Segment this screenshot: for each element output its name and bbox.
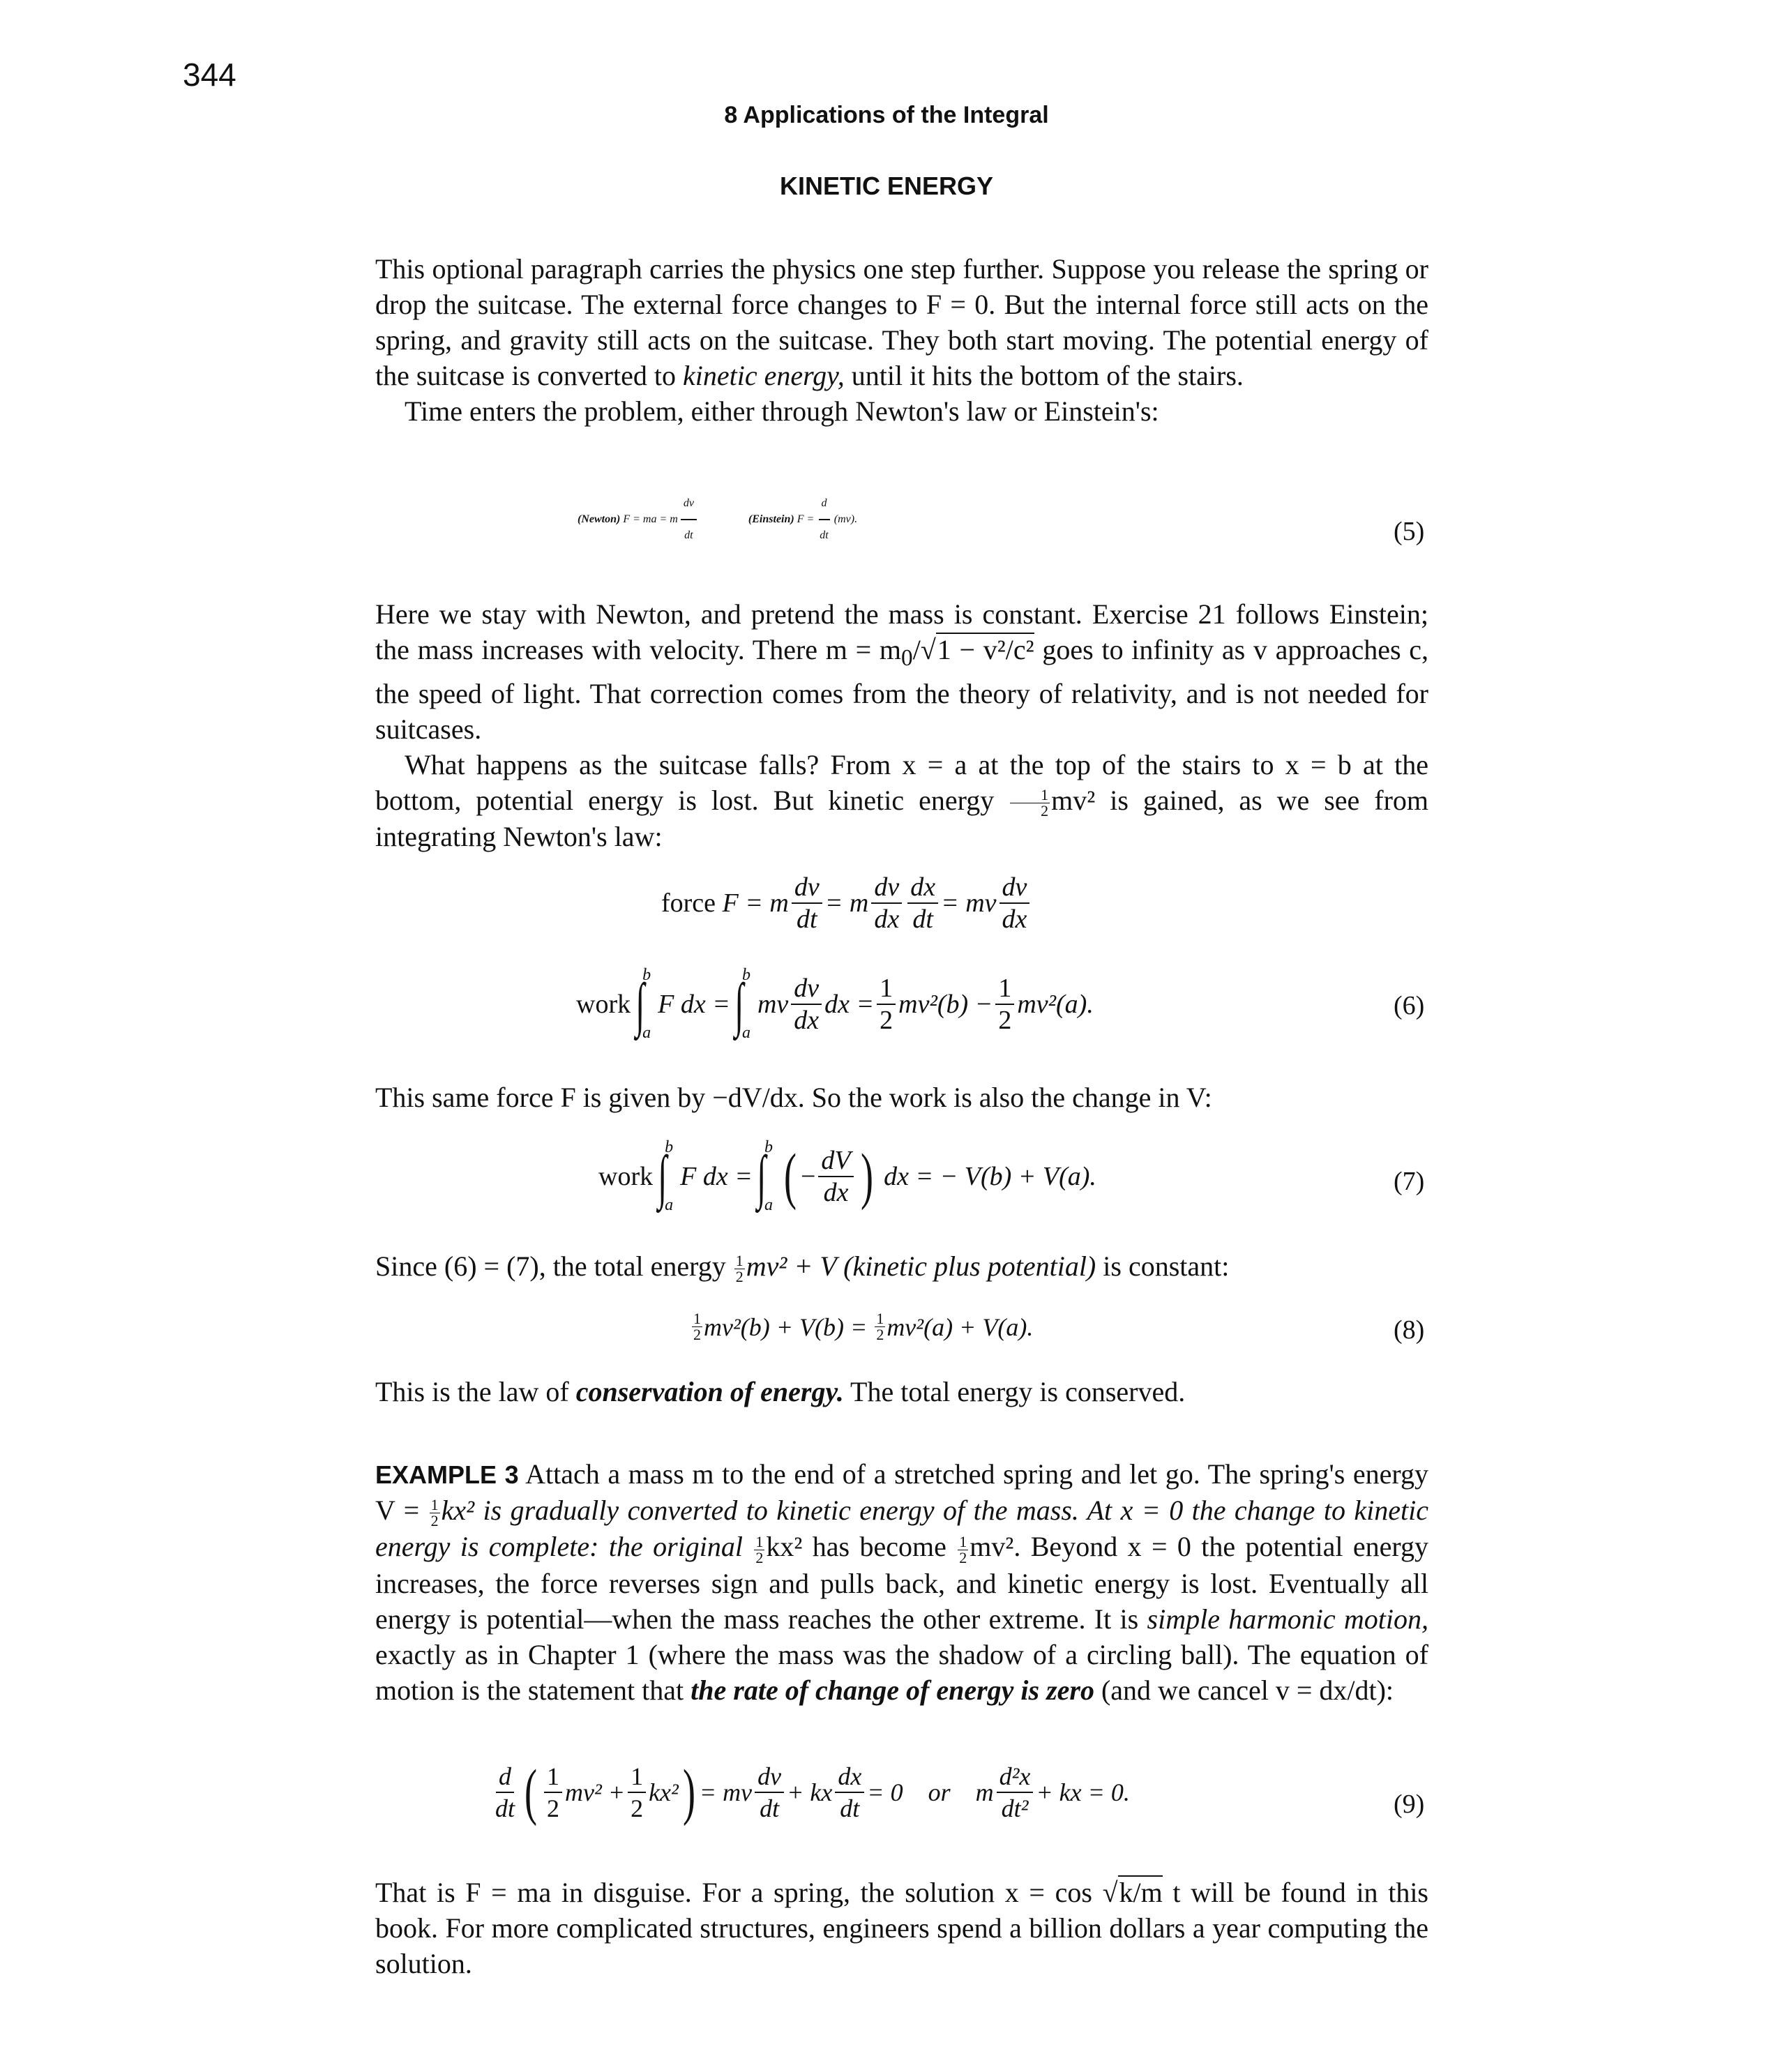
- relativity-paragraph: Here we stay with Newton, and pretend the mass is constant. Exercise 21 follows Einstein; the mass increases with velocity. There $m = m_0/√1 - v^2/c^2$ goes to infinity as v approaches c, the speed of light. That correction comes from the theory of relativity, and is not needed for suitcases. What happens as the suitcase falls? From x = a at the top of the stairs to x = b at the bottom, potential energy is lost. But kinetic energy $\frac{1}{2}$ mv² is gained, as we see from integrating Newton's law:: [375, 596, 1428, 854]
- kinetic-energy-term: kinetic energy,: [682, 360, 845, 391]
- integral-sign: ∫: [635, 971, 644, 1038]
- time-paragraph: Time enters the problem, either through Newton's law or Einstein's:: [405, 395, 1159, 427]
- conservation-paragraph: This is the law of conservation of energy. The total energy is conserved.: [375, 1376, 1186, 1407]
- page-number: 344: [183, 56, 236, 93]
- running-header: 8 Applications of the Integral: [724, 102, 1049, 128]
- equation-8: 1 2 mv²(b) + V(b) = $\frac{1}{2}$ mv²(a) + V(a).: [693, 1310, 1034, 1343]
- equation-5: (Newton) F = ma = m $\frac{dv}{dt}$ (Einstein) F = $\frac{d}{dt}$ (mv).: [578, 488, 857, 551]
- equation-7-number: (7): [1394, 1167, 1425, 1196]
- total-energy-paragraph: Since (6) = (7), the total energy $\frac{1}{2}$ mv² + V (kinetic plus potential) is constant:: [375, 1250, 1230, 1286]
- example-label: EXAMPLE 3: [375, 1460, 519, 1489]
- same-force-paragraph: This same force F is given by −dV/dx. So the work is also the change in V:: [375, 1082, 1212, 1113]
- section-title: KINETIC ENERGY: [779, 172, 994, 200]
- equation-6-number: (6): [1394, 991, 1425, 1020]
- closing-paragraph: That is F = ma in disguise. For a spring, the solution x = cos √k/m t will be found in this book. For more complicated structures, engineers spend a billion dollars a year computing the solution.: [375, 1877, 1428, 1979]
- equation-8-number: (8): [1394, 1315, 1425, 1345]
- equation-9-number: (9): [1394, 1790, 1425, 1819]
- equation-6: work ∫ b a F dx = ∫ b a mv $\frac{dv}{dx}$ dx = $\frac{1}{2}$ mv²(b) − $\frac{1}{2}$ mv²(a).: [576, 966, 1094, 1042]
- falling-paragraph: What happens as the suitcase falls? From x = a at the top of the stairs to x = b at the bottom, potential energy is lost. But kinetic energy $\frac{1}{2}$ mv² is gained, as we see from integrating Newton's law:: [375, 749, 1428, 853]
- equation-7: work ∫ b a F dx = ∫ b a ( − $\frac{dV}{dx}$ ) dx = − V(b) + V(a).: [598, 1138, 1096, 1214]
- equation-9: $\frac{d}{dt}$ ( $\frac{1}{2}$ mv² + $\frac{1}{2}$ kx² ) = mv $\frac{dv}{dt}$ + kx $\frac{dx}{dt}$ = 0 or m $\frac{\text{d²x}}{\text{dt²}}$ + kx = 0.: [495, 1757, 1130, 1827]
- intro-paragraph: This optional paragraph carries the physics one step further. Suppose you release the spring or drop the suitcase. The external force changes to F = 0. But the internal force still acts on the spring, and gravity still acts on the suitcase. They both start moving. The potential energy of the suitcase is converted to kinetic energy, until it hits the bottom of the stairs. Time enters the problem, either through Newton's law or Einstein's:: [375, 251, 1428, 429]
- equation-5-number: (5): [1394, 517, 1425, 546]
- example-3: EXAMPLE 3 Attach a mass m to the end of a stretched spring and let go. The spring's energy V = $\frac{1}{2}$ kx² is gradually converted to kinetic energy of the mass. At x = 0 the change to kinetic energy is complete: the original $\frac{1}{2}$ kx² has become $\frac{1}{2}$ mv². Beyond x = 0 the potential energy increases, the force reverses sign and pulls back, and kinetic energy is lost. Eventually all energy is potential—when the mass reaches the other extreme. It is simple harmonic motion, exactly as in Chapter 1 (where the mass was the shadow of a circling ball). The equation of motion is the statement that the rate of change of energy is zero (and we cancel v = dx/dt):: [375, 1458, 1429, 1706]
- force-equation: force F = m $\frac{dv}{dt}$ = m $\frac{dv}{dx}$ $\frac{dx}{dt}$ = mv $\frac{dv}{dx}$: [661, 872, 1032, 935]
